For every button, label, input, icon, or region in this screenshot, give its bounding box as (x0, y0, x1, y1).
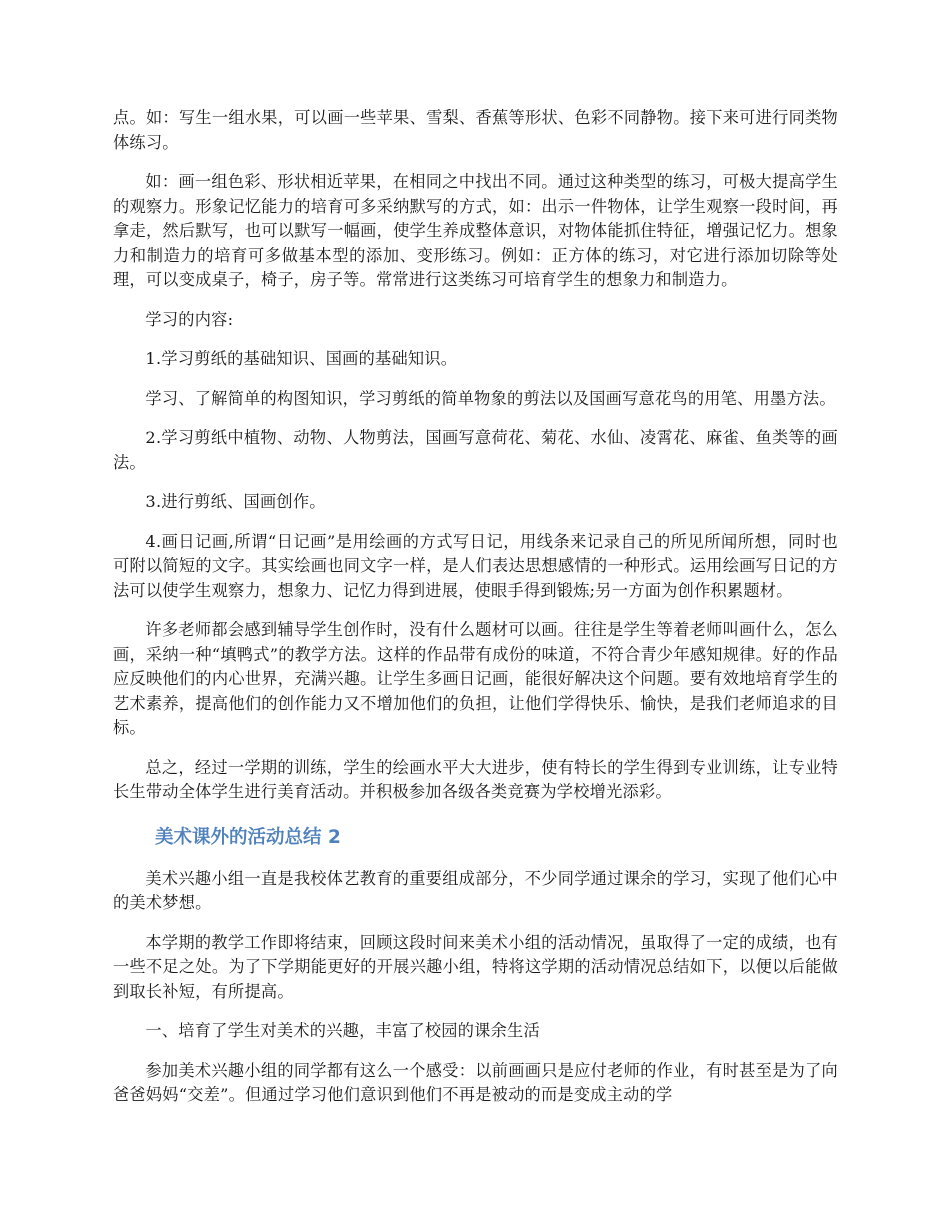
paragraph: 总之，经过一学期的训练，学生的绘画水平大大进步，使有特长的学生得到专业训练，让专业特长生带动全体学生进行美育活动。并积极参加各级各类竞赛为学校增光添彩。 (113, 757, 838, 801)
paragraph: 本学期的教学工作即将结束，回顾这段时间来美术小组的活动情况，虽取得了一定的成绩，也有一些不足之处。为了下学期能更好的开展兴趣小组，特将这学期的活动情况总结如下，以便以后能做到取长补短，有所提高。 (113, 932, 838, 1001)
paragraph: 3.进行剪纸、国画创作。 (145, 492, 326, 511)
section-heading: 美术课外的活动总结 2 (155, 826, 341, 848)
document-page (113, 106, 838, 1123)
paragraph: 一、培育了学生对美术的兴趣，丰富了校园的课余生活 (145, 1021, 540, 1040)
paragraph: 学习、了解简单的构图知识，学习剪纸的简单物象的剪法以及国画写意花鸟的用笔、用墨方法。 (145, 388, 836, 408)
paragraph: 点。如：写生一组水果，可以画一些苹果、雪梨、香蕉等形状、色彩不同静物。接下来可进行同类物体练习。 (113, 108, 838, 152)
paragraph: 美术兴趣小组一直是我校体艺教育的重要组成部分，不少同学通过课余的学习，实现了他们心中的美术梦想。 (113, 868, 838, 912)
paragraph: 如：画一组色彩、形状相近苹果，在相同之中找出不同。通过这种类型的练习，可极大提高学生的观察力。形象记忆能力的培育可多采纳默写的方式，如：出示一件物体，让学生观察一段时间，再拿走，然后默写，也可以默写一幅画，使学生养成整体意识，对物体能抓住特征，增强记忆力。想象力和制造力的培育可多做基本型的添加、变形练习。例如：正方体的练习，对它进行添加切除等处理，可以变成桌子，椅子，房子等。常常进行这类练习可培育学生的想象力和制造力。 (113, 172, 838, 289)
paragraph: 4.画日记画,所谓“日记画”是用绘画的方式写日记，用线条来记录自己的所见所闻所想，同时也可附以简短的文字。其实绘画也同文字一样，是人们表达思想感情的一种形式。运用绘画写日记的方法可以使学生观察力，想象力、记忆力得到进展，使眼手得到锻炼;另一方面为创作积累题材。 (113, 531, 838, 600)
paragraph: 学习的内容: (145, 309, 234, 329)
paragraph: 许多老师都会感到辅导学生创作时，没有什么题材可以画。往往是学生等着老师叫画什么，怎么画，采纳一种“填鸭式”的教学方法。这样的作品带有成份的味道，不符合青少年感知规律。好的作品应反映他们的内心世界，充满兴趣。让学生多画日记画，能很好解决这个问题。要有效地培育学生的艺术素养，提高他们的创作能力又不增加他们的负担，让他们学得快乐、愉快，是我们老师追求的目标。 (113, 620, 838, 737)
paragraph: 1.学习剪纸的基础知识、国画的基础知识。 (145, 349, 458, 368)
paragraph: 2.学习剪纸中植物、动物、人物剪法，国画写意荷花、菊花、水仙、凌霄花、麻雀、鱼类等的画法。 (113, 428, 838, 472)
paragraph: 参加美术兴趣小组的同学都有这么一个感受：以前画画只是应付老师的作业，有时甚至是为了向爸爸妈妈“交差”。但通过学习他们意识到他们不再是被动的而是变成主动的学 (113, 1060, 838, 1104)
